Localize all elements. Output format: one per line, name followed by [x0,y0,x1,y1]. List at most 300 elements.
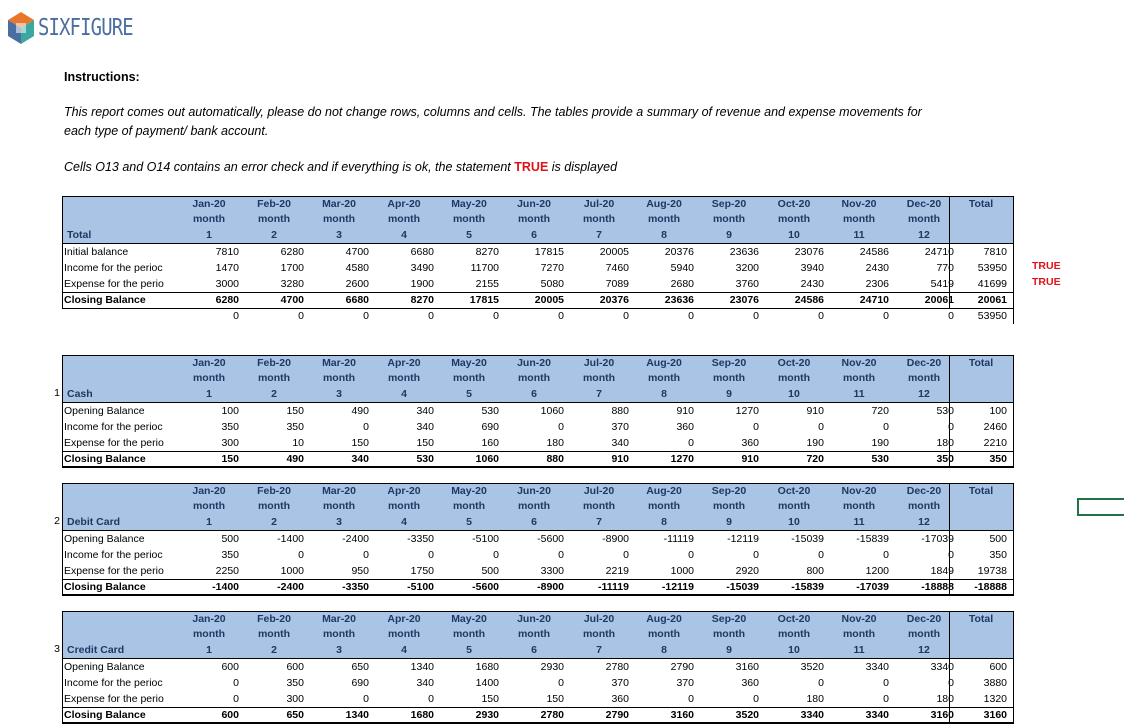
instructions-text-3 [64,160,617,174]
month-word: month [192,628,226,640]
value-cell: 2430 [800,278,824,290]
month-number: 3 [336,229,342,241]
value-cell: 10 [292,437,304,449]
closing-rule-bottom [62,467,1014,468]
month-number: 8 [661,516,667,528]
value-cell: 6680 [410,246,434,258]
value-cell: 1400 [475,677,499,689]
value-cell: -12119 [727,533,759,545]
value-cell: 6680 [345,294,369,306]
value-cell: 950 [351,565,369,577]
month-word: month [257,500,291,512]
value-cell: 0 [883,549,889,561]
value-cell: 910 [676,405,694,417]
value-cell: 340 [611,437,629,449]
month-header: Oct-20 [777,613,811,625]
month-header: Nov-20 [841,198,877,210]
total-cell: -18888 [974,581,1007,593]
month-header: Jan-20 [192,613,226,625]
month-number: 4 [401,516,407,528]
value-cell: 1000 [280,565,304,577]
value-cell: 2780 [540,709,564,721]
value-cell: 600 [286,661,304,673]
value-cell: 2780 [605,661,629,673]
value-cell: 0 [688,549,694,561]
value-cell: 370 [611,677,629,689]
month-number: 6 [531,229,537,241]
value-cell: 0 [948,677,954,689]
month-word: month [907,500,941,512]
month-header: Dec-20 [906,357,942,369]
check-cell: 0 [753,310,759,322]
value-cell: 1060 [540,405,564,417]
month-number: 1 [206,516,212,528]
month-number: 1 [206,644,212,656]
value-cell: 1900 [410,278,434,290]
value-cell: 0 [883,693,889,705]
value-cell: 3340 [800,709,824,721]
month-number: 5 [466,388,472,400]
value-cell: 770 [936,262,954,274]
value-cell: 350 [221,421,239,433]
month-header: Feb-20 [257,485,291,497]
month-word: month [907,213,941,225]
month-number: 12 [918,229,930,241]
month-word: month [322,628,356,640]
value-cell: 0 [753,693,759,705]
value-cell: 150 [546,693,564,705]
table-title: Cash [67,388,93,400]
value-cell: 7460 [605,262,629,274]
month-header: Dec-20 [906,485,942,497]
value-cell: 0 [363,421,369,433]
value-cell: 180 [806,693,824,705]
month-word: month [582,213,616,225]
month-number: 8 [661,388,667,400]
value-cell: 350 [221,549,239,561]
value-cell: 360 [611,693,629,705]
value-cell: 910 [806,405,824,417]
total-cell: 100 [989,405,1007,417]
value-cell: 340 [416,405,434,417]
month-header: Mar-20 [322,198,356,210]
value-cell: 1680 [475,661,499,673]
value-cell: 3160 [670,709,694,721]
value-cell: 0 [818,549,824,561]
month-number: 9 [726,388,732,400]
value-cell: 360 [741,677,759,689]
value-cell: 3760 [735,278,759,290]
value-cell: 530 [936,405,954,417]
instructions-text-2: each type of payment/ bank account. [64,124,269,138]
month-word: month [452,628,486,640]
value-cell: 3940 [800,262,824,274]
month-header: Jun-20 [517,613,551,625]
value-cell: 1750 [410,565,434,577]
check-cell: 0 [558,310,564,322]
value-cell: 4580 [345,262,369,274]
value-cell: 600 [221,661,239,673]
value-cell: 2219 [605,565,629,577]
total-cell: 500 [989,533,1007,545]
value-cell: 20005 [534,294,564,306]
value-cell: 5080 [540,278,564,290]
value-cell: 11700 [470,262,499,274]
month-number: 7 [596,388,602,400]
month-number: 11 [853,229,865,241]
month-number: 12 [918,388,930,400]
check-cell: 0 [428,310,434,322]
value-cell: 0 [558,677,564,689]
row-label: Opening Balance [64,405,145,417]
value-cell: 650 [351,661,369,673]
value-cell: 650 [286,709,304,721]
value-cell: 5940 [670,262,694,274]
month-word: month [257,628,291,640]
value-cell: 3300 [540,565,564,577]
month-header: Feb-20 [257,357,291,369]
value-cell: -8900 [602,533,629,545]
value-cell: 17815 [469,294,499,306]
month-word: month [517,500,551,512]
value-cell: 500 [481,565,499,577]
logo-mark-icon [6,10,36,46]
month-header: Sep-20 [711,485,747,497]
selected-cell[interactable] [1077,498,1124,516]
row-label: Expense for the perio [64,565,164,577]
value-cell: 20376 [664,246,694,258]
month-word: month [582,372,616,384]
row-label: Closing Balance [64,581,146,593]
value-cell: -5600 [537,533,564,545]
value-cell: -15839 [856,533,889,545]
month-number: 8 [661,229,667,241]
value-cell: -17039 [921,533,954,545]
value-cell: 350 [286,421,304,433]
value-cell: 370 [611,421,629,433]
month-number: 4 [401,229,407,241]
month-number: 2 [271,388,277,400]
value-cell: 4700 [280,294,304,306]
value-cell: 3200 [735,262,759,274]
value-cell: 0 [818,677,824,689]
month-word: month [582,628,616,640]
value-cell: 160 [481,437,499,449]
total-cell: 41699 [977,278,1007,290]
month-word: month [712,213,746,225]
value-cell: 6280 [215,294,239,306]
value-cell: 23076 [794,246,824,258]
value-cell: 1200 [865,565,889,577]
value-cell: 0 [883,421,889,433]
month-number: 10 [788,516,800,528]
month-word: month [777,372,811,384]
summary-table-cash [62,355,1014,467]
month-header: Jul-20 [583,198,615,210]
row-label: Expense for the perio [64,278,164,290]
error-check-expense: TRUE [1032,276,1061,288]
value-cell: 4700 [345,246,369,258]
value-cell: 360 [741,437,759,449]
month-number: 1 [206,388,212,400]
value-cell: 1680 [410,709,434,721]
month-word: month [452,213,486,225]
month-word: month [582,500,616,512]
value-cell: 1470 [215,262,239,274]
month-header: Jan-20 [192,198,226,210]
value-cell: 530 [481,405,499,417]
month-header: Apr-20 [387,357,421,369]
table-title: Total [67,229,92,241]
month-number: 11 [853,644,865,656]
month-number: 1 [206,229,212,241]
value-cell: 350 [936,453,954,465]
value-cell: 2680 [670,278,694,290]
value-cell: 340 [351,453,369,465]
value-cell: 5419 [930,278,954,290]
value-cell: 180 [936,437,954,449]
value-cell: 530 [416,453,434,465]
month-header: May-20 [451,613,487,625]
month-number: 11 [853,516,865,528]
month-number: 5 [466,644,472,656]
value-cell: 0 [948,421,954,433]
month-header: Aug-20 [646,198,682,210]
month-number: 3 [336,388,342,400]
closing-rule-top [62,292,1014,293]
month-header: Sep-20 [711,357,747,369]
month-number: 12 [918,644,930,656]
table-title: Credit Card [67,644,125,656]
value-cell: -3350 [407,533,434,545]
value-cell: 2430 [865,262,889,274]
month-header: Aug-20 [646,613,682,625]
value-cell: 0 [688,693,694,705]
month-header: Jun-20 [517,485,551,497]
value-cell: 7270 [540,262,564,274]
value-cell: 2600 [345,278,369,290]
month-number: 10 [788,388,800,400]
row-label: Income for the perioc [64,677,163,689]
sixfigure-logo [6,6,154,50]
value-cell: 190 [871,437,889,449]
value-cell: 0 [363,549,369,561]
month-header: Sep-20 [711,198,747,210]
closing-rule-bottom [62,595,1014,596]
month-header: Aug-20 [646,485,682,497]
value-cell: 690 [351,677,369,689]
value-cell: 23636 [729,246,759,258]
month-header: May-20 [451,357,487,369]
month-word: month [192,372,226,384]
total-right-border [1013,196,1014,324]
month-word: month [387,628,421,640]
value-cell: 0 [818,421,824,433]
value-cell: 3280 [280,278,304,290]
value-cell: 910 [611,453,629,465]
month-number: 6 [531,388,537,400]
value-cell: 150 [286,405,304,417]
value-cell: 2930 [540,661,564,673]
month-header: May-20 [451,485,487,497]
row-label: Income for the perioc [64,549,163,561]
instructions-title: Instructions: [64,70,140,84]
value-cell: 2930 [475,709,499,721]
month-word: month [322,500,356,512]
value-cell: 2155 [475,278,499,290]
value-cell: -11119 [663,533,694,545]
value-cell: -11119 [598,581,629,593]
value-cell: 0 [428,693,434,705]
month-word: month [517,372,551,384]
row-label: Closing Balance [64,709,146,721]
value-cell: 3160 [930,709,954,721]
month-word: month [907,372,941,384]
value-cell: 180 [936,693,954,705]
value-cell: -12119 [661,581,694,593]
check-cell: 0 [688,310,694,322]
summary-table-debit-card [62,483,1014,595]
total-cell: 2460 [983,421,1007,433]
month-header: Oct-20 [777,357,811,369]
value-cell: 3000 [215,278,239,290]
value-cell: 340 [416,421,434,433]
value-cell: 24586 [859,246,889,258]
row-label: Closing Balance [64,294,146,306]
value-cell: -5100 [407,581,434,593]
table-title: Debit Card [67,516,121,528]
month-number: 8 [661,644,667,656]
total-cell: 3880 [983,677,1007,689]
value-cell: -2400 [277,581,304,593]
month-number: 9 [726,229,732,241]
month-header: Nov-20 [841,357,877,369]
value-cell: 0 [753,421,759,433]
total-cell: 350 [989,453,1007,465]
month-header: Nov-20 [841,485,877,497]
value-cell: 8270 [475,246,499,258]
value-cell: 2790 [670,661,694,673]
value-cell: 20061 [924,294,954,306]
value-cell: 1340 [345,709,369,721]
row-label: Income for the perioc [64,262,163,274]
month-header: Apr-20 [387,613,421,625]
month-word: month [192,213,226,225]
total-header: Total [968,198,994,210]
month-header: Jul-20 [583,357,615,369]
instructions-text-1: This report comes out automatically, please do not change rows, columns and cells. The tables provide a summary of revenue and expense movements for [64,105,922,119]
month-header: Feb-20 [257,198,291,210]
month-word: month [907,628,941,640]
value-cell: 340 [416,677,434,689]
total-cell: 19738 [977,565,1007,577]
value-cell: 880 [546,453,564,465]
row-label: Income for the perioc [64,421,163,433]
value-cell: 6280 [280,246,304,258]
value-cell: 0 [558,421,564,433]
value-cell: 150 [481,693,499,705]
summary-table-credit-card [62,611,1014,723]
total-header: Total [968,613,994,625]
check-cell: 0 [298,310,304,322]
value-cell: 0 [558,549,564,561]
value-cell: 910 [741,453,759,465]
month-number: 9 [726,644,732,656]
month-header: Oct-20 [777,198,811,210]
value-cell: 150 [351,437,369,449]
month-word: month [257,213,291,225]
month-number: 5 [466,229,472,241]
value-cell: 0 [493,549,499,561]
value-cell: 1270 [670,453,694,465]
value-cell: 1270 [735,405,759,417]
month-header: Apr-20 [387,485,421,497]
value-cell: 3490 [410,262,434,274]
value-cell: -15039 [791,533,824,545]
value-cell: 17815 [534,246,564,258]
month-word: month [387,372,421,384]
total-cell: 3160 [983,709,1007,721]
value-cell: -3350 [342,581,369,593]
value-cell: 0 [363,693,369,705]
value-cell: 300 [286,693,304,705]
logo-text: SIXFIGURE [38,15,133,41]
month-number: 6 [531,516,537,528]
row-label: Opening Balance [64,533,145,545]
value-cell: 800 [806,565,824,577]
value-cell: 100 [221,405,239,417]
month-number: 3 [336,516,342,528]
value-cell: 300 [221,437,239,449]
month-number: 3 [336,644,342,656]
value-cell: 500 [221,533,239,545]
value-cell: -5600 [472,581,499,593]
check-cell: 0 [233,310,239,322]
month-number: 11 [853,388,865,400]
check-cell: 0 [818,310,824,322]
value-cell: 0 [948,549,954,561]
value-cell: 0 [298,549,304,561]
value-cell: 2920 [735,565,759,577]
closing-rule-top [62,451,1014,452]
value-cell: 0 [233,693,239,705]
month-header: Oct-20 [777,485,811,497]
value-cell: 0 [233,677,239,689]
total-cell: 2210 [983,437,1007,449]
value-cell: 490 [351,405,369,417]
value-cell: 2790 [605,709,629,721]
month-number: 4 [401,644,407,656]
instructions-text-3-after: is displayed [548,160,618,174]
month-header: Jun-20 [517,198,551,210]
value-cell: 600 [221,709,239,721]
month-word: month [647,500,681,512]
value-cell: 3520 [800,661,824,673]
month-word: month [842,500,876,512]
value-cell: -15039 [726,581,759,593]
value-cell: 0 [883,677,889,689]
value-cell: 0 [623,549,629,561]
value-cell: -5100 [472,533,499,545]
check-cell: 0 [623,310,629,322]
month-word: month [712,500,746,512]
value-cell: 190 [806,437,824,449]
error-check-income: TRUE [1032,260,1061,272]
value-cell: 3520 [735,709,759,721]
value-cell: 8270 [410,294,434,306]
month-header: May-20 [451,198,487,210]
value-cell: 2250 [215,565,239,577]
